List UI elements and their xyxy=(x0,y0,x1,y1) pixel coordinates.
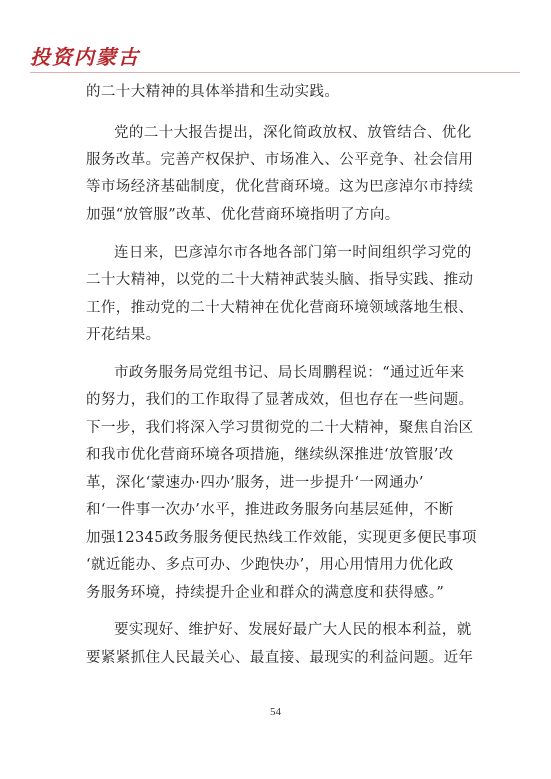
body-line: 的努力，我们的工作取得了显著成效，但也存在一些问题。 xyxy=(86,392,474,408)
page-header-title: 投资内蒙古 xyxy=(30,45,140,69)
body-line: 党的二十大报告提出，深化简政放权、放管结合、优化 xyxy=(114,125,472,141)
body-line: 等市场经济基础制度，优化营商环境。这为巴彦淖尔市持续 xyxy=(86,179,474,195)
body-line: 要实现好、维护好、发展好最广大人民的根本利益，就 xyxy=(114,622,472,638)
body-line: 的二十大精神的具体举措和生动实践。 xyxy=(86,84,340,100)
body-line: 服务改革。完善产权保护、市场准入、公平竞争、社会信用 xyxy=(86,152,474,168)
body-line: 和我市优化营商环境各项措施，继续纵深推进‘放管服’改 xyxy=(86,447,454,463)
body-line: 市政务服务局党组书记、局长周鹏程说：“通过近年来 xyxy=(114,365,465,381)
body-line: 加强“放管服”改革、优化营商环境指明了方向。 xyxy=(86,207,400,223)
body-line: 工作，推动党的二十大精神在优化营商环境领域落地生根、 xyxy=(86,300,474,316)
body-line: 二十大精神，以党的二十大精神武装头脑、指导实践、推动 xyxy=(86,272,474,288)
body-line: 加强12345政务服务便民热线工作效能，实现更多便民事项 xyxy=(86,530,477,546)
body-line: 和‘一件事一次办’水平，推进政务服务向基层延伸，不断 xyxy=(86,502,454,518)
body-line: 连日来，巴彦淖尔市各地各部门第一时间组织学习党的 xyxy=(114,245,472,261)
body-line: ‘就近能办、多点可办、少跑快办’，用心用情用力优化政 xyxy=(86,557,454,573)
body-line: 要紧紧抓住人民最关心、最直接、最现实的利益问题。近年 xyxy=(86,650,474,666)
page-number: 54 xyxy=(270,706,281,718)
body-line: 开花结果。 xyxy=(86,327,161,343)
body-line: 务服务环境，持续提升企业和群众的满意度和获得感。” xyxy=(86,585,445,601)
body-line: 革，深化‘蒙速办·四办’服务，进一步提升‘一网通办’ xyxy=(86,475,424,491)
header-divider xyxy=(30,72,520,73)
body-line: 下一步，我们将深入学习贯彻党的二十大精神，聚焦自治区 xyxy=(86,420,474,436)
